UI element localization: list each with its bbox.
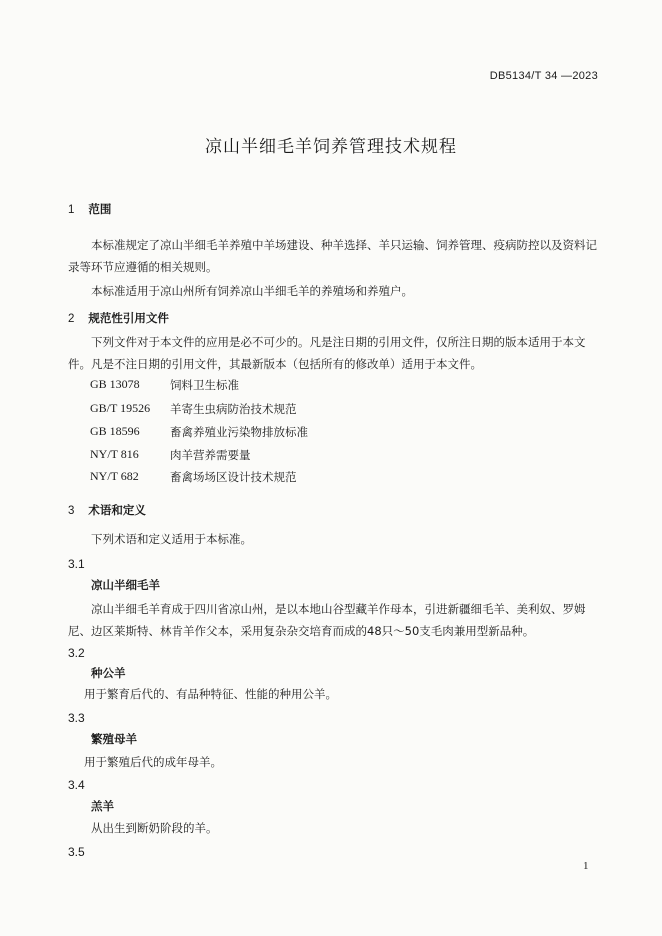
section-1-heading xyxy=(68,201,111,217)
reference-name: 畜禽场场区设计技术规范 xyxy=(170,470,297,484)
reference-name: 羊寄生虫病防治技术规范 xyxy=(170,402,297,416)
reference-code: GB 13078 xyxy=(90,377,140,391)
term-definition: 用于繁殖后代的成年母羊。 xyxy=(84,755,222,769)
section-title: 范围 xyxy=(88,202,112,216)
section-title: 规范性引用文件 xyxy=(88,311,169,325)
reference-name: 饲料卫生标准 xyxy=(170,378,239,392)
reference-code: GB/T 19526 xyxy=(90,401,151,415)
term-name: 繁殖母羊 xyxy=(91,732,137,746)
reference-code: GB 18596 xyxy=(90,424,140,438)
section-2-paragraph-1: 下列文件对于本文件的应用是必不可少的。凡是注日期的引用文件，仅所注日期的版本适用于本文件。凡是不注日期的引用文件，其最新版本（包括所有的修改单）适用于本文件。 xyxy=(68,335,586,371)
section-title: 术语和定义 xyxy=(88,503,146,517)
term-number: 3.3 xyxy=(68,711,85,725)
reference-code: NY/T 816 xyxy=(90,447,139,461)
reference-name: 畜禽养殖业污染物排放标准 xyxy=(170,425,308,439)
reference-code: NY/T 682 xyxy=(90,469,139,483)
term-definition: 从出生到断奶阶段的羊。 xyxy=(91,821,218,835)
term-number: 3.1 xyxy=(68,557,85,571)
term-number: 3.5 xyxy=(68,845,85,859)
section-3-paragraph-1: 下列术语和定义适用于本标准。 xyxy=(91,532,252,546)
document-code: DB5134/T 34 —2023 xyxy=(489,70,598,82)
term-name: 羔羊 xyxy=(91,799,114,813)
reference-name: 肉羊营养需要量 xyxy=(170,448,251,462)
term-number: 3.2 xyxy=(68,646,85,660)
term-name: 凉山半细毛羊 xyxy=(91,578,160,592)
section-1-paragraph-2: 本标准适用于凉山州所有饲养凉山半细毛羊的养殖场和养殖户。 xyxy=(91,284,413,298)
term-definition: 用于繁育后代的、有品种特征、性能的种用公羊。 xyxy=(84,687,337,701)
term-number: 3.4 xyxy=(68,778,85,792)
term-name: 种公羊 xyxy=(91,666,126,680)
term-definition: 凉山半细毛羊育成于四川省凉山州，是以本地山谷型藏羊作母本，引进新疆细毛羊、美利奴、罗姆尼、边区莱斯特、林肯羊作父本，采用复杂杂交培育而成的48只～50支毛肉兼用型新品种。 xyxy=(68,602,586,638)
section-3-heading xyxy=(68,502,146,518)
page-number: 1 xyxy=(583,860,589,872)
document-title: 凉山半细毛羊饲养管理技术规程 xyxy=(205,137,457,157)
section-2-heading xyxy=(68,310,169,326)
section-number: 2 xyxy=(68,313,75,325)
section-1-paragraph-1: 本标准规定了凉山半细毛羊养殖中羊场建设、种羊选择、羊只运输、饲养管理、疫病防控以及资料记录等环节应遵循的相关规则。 xyxy=(68,238,597,274)
section-number: 3 xyxy=(68,505,75,517)
section-number: 1 xyxy=(68,204,75,216)
